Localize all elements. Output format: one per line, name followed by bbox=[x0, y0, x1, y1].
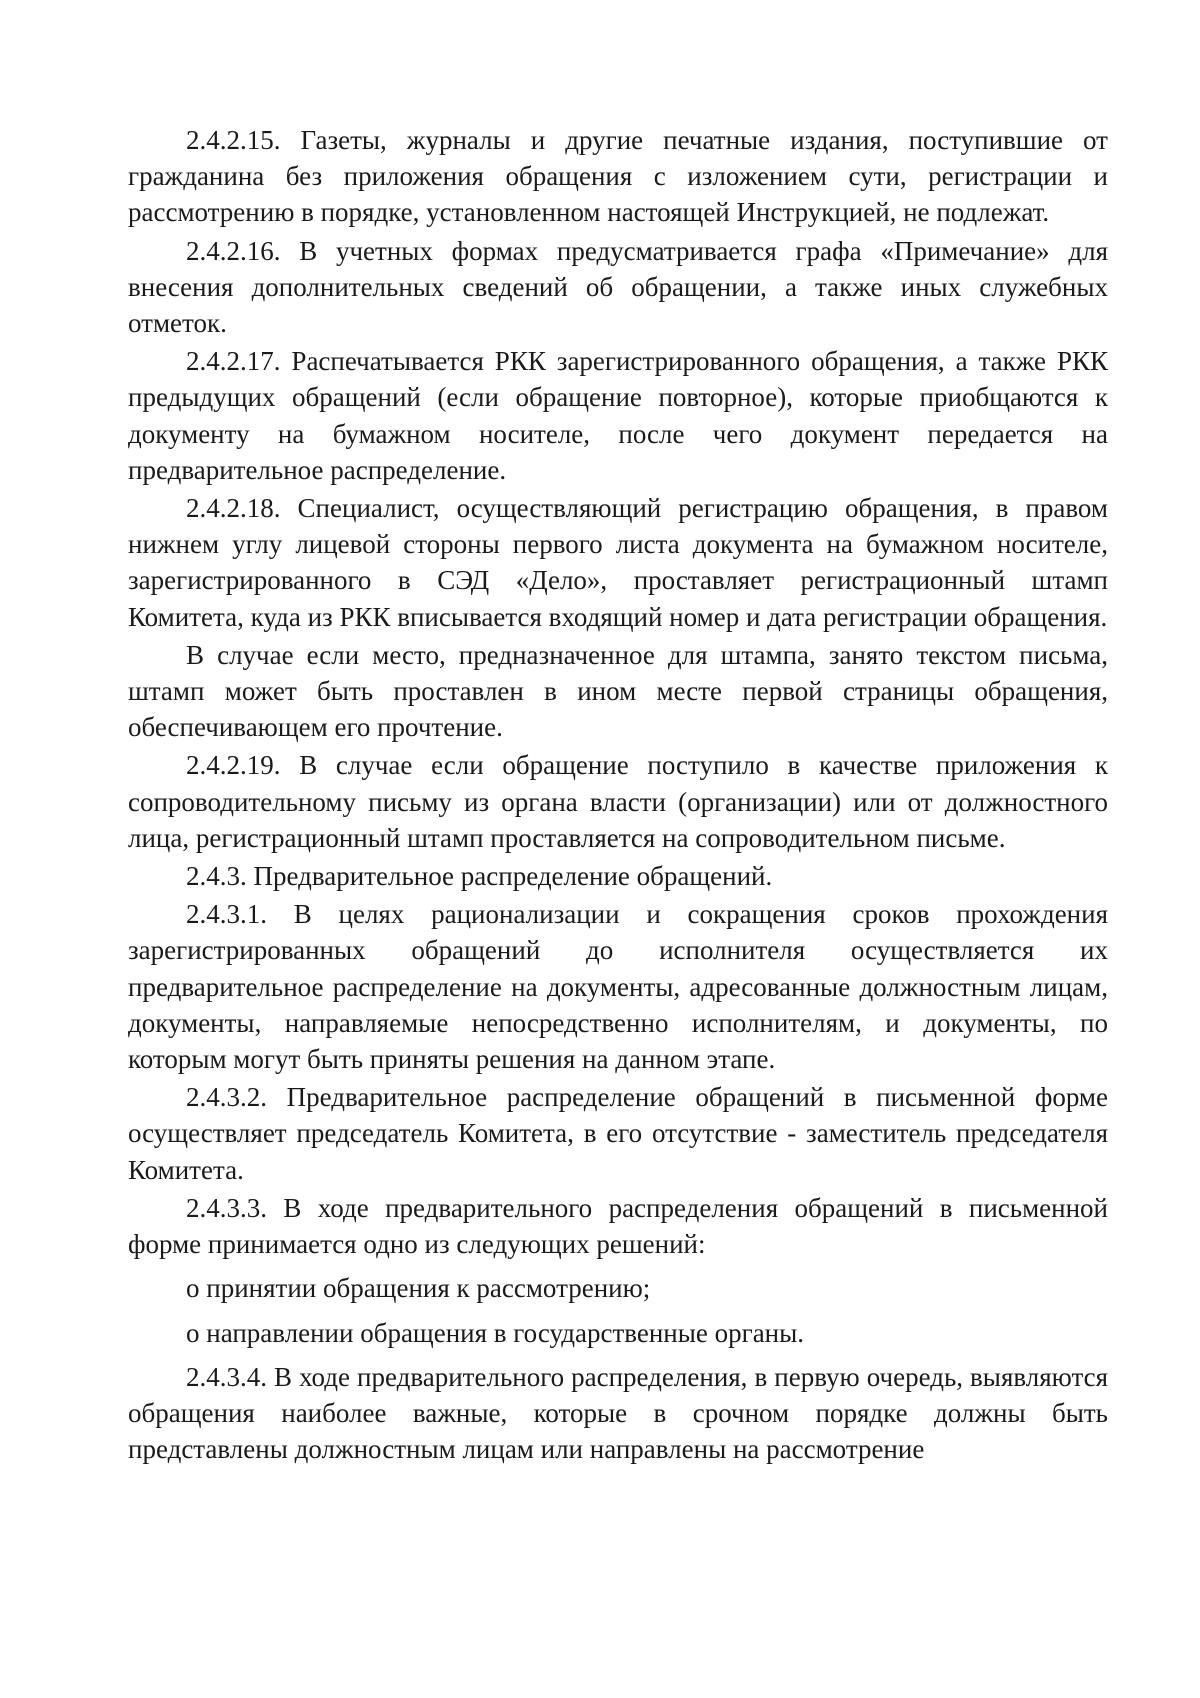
document-body bbox=[128, 122, 1108, 1467]
paragraph-2-4-3-1: 2.4.3.1. В целях рационализации и сокращения сроков прохождения зарегистрированных обращений до исполнителя осуществляется их предварительное распределение на документы, адресованные должностным лицам, документы, направляемые непосредственно исполнителям, и документы, по которым могут быть приняты решения на данном этапе. bbox=[128, 899, 1108, 1075]
paragraph-stamp-placement: В случае если место, предназначенное для штампа, занято текстом письма, штамп может быть проставлен в ином месте первой страницы обращения, обеспечивающем его прочтение. bbox=[128, 639, 1108, 743]
paragraph-2-4-2-18: 2.4.2.18. Специалист, осуществляющий регистрацию обращения, в правом нижнем углу лицевой стороны первого листа документа на бумажном носителе, зарегистрированного в СЭД «Дело», проставляет регистрационный штамп Комитета, куда из РКК вписывается входящий номер и дата регистрации обращения. bbox=[128, 493, 1108, 632]
paragraph-2-4-2-15: 2.4.2.15. Газеты, журналы и другие печатные издания, поступившие от гражданина без приложения обращения с изложением сути, регистрации и рассмотрению в порядке, установленном настоящей Инструкцией, не подлежат. bbox=[128, 125, 1108, 228]
paragraph-2-4-3-3: 2.4.3.3. В ходе предварительного распределения обращений в письменной форме принимается одно из следующих решений: bbox=[128, 1192, 1108, 1260]
paragraph-2-4-3-2: 2.4.3.2. Предварительное распределение обращений в письменной форме осуществляет председатель Комитета, в его отсутствие - заместитель председателя Комитета. bbox=[128, 1082, 1108, 1185]
paragraph-2-4-2-17: 2.4.2.17. Распечатывается РКК зарегистрированного обращения, а также РКК предыдущих обращений (если обращение повторное), которые приобщаются к документу на бумажном носителе, после чего документ передается на предварительное распределение. bbox=[128, 346, 1108, 485]
paragraph-2-4-3-4: 2.4.3.4. В ходе предварительного распределения, в первую очередь, выявляются обращения наиболее важные, которые в срочном порядке должны быть представлены должностным лицам или направлены на рассмотрение bbox=[128, 1361, 1108, 1465]
list-item-accept: о принятии обращения к рассмотрению; bbox=[186, 1273, 651, 1304]
list-item-redirect: о направлении обращения в государственные органы. bbox=[186, 1317, 805, 1348]
paragraph-2-4-2-16: 2.4.2.16. В учетных формах предусматривается графа «Примечание» для внесения дополнительных сведений об обращении, а также иных служебных отметок. bbox=[128, 235, 1108, 339]
paragraph-2-4-2-19: 2.4.2.19. В случае если обращение поступило в качестве приложения к сопроводительному письму из органа власти (организации) или от должностного лица, регистрационный штамп проставляется на сопроводительном письме. bbox=[128, 750, 1108, 853]
paragraph-2-4-3-heading: 2.4.3. Предварительное распределение обращений. bbox=[186, 861, 773, 892]
